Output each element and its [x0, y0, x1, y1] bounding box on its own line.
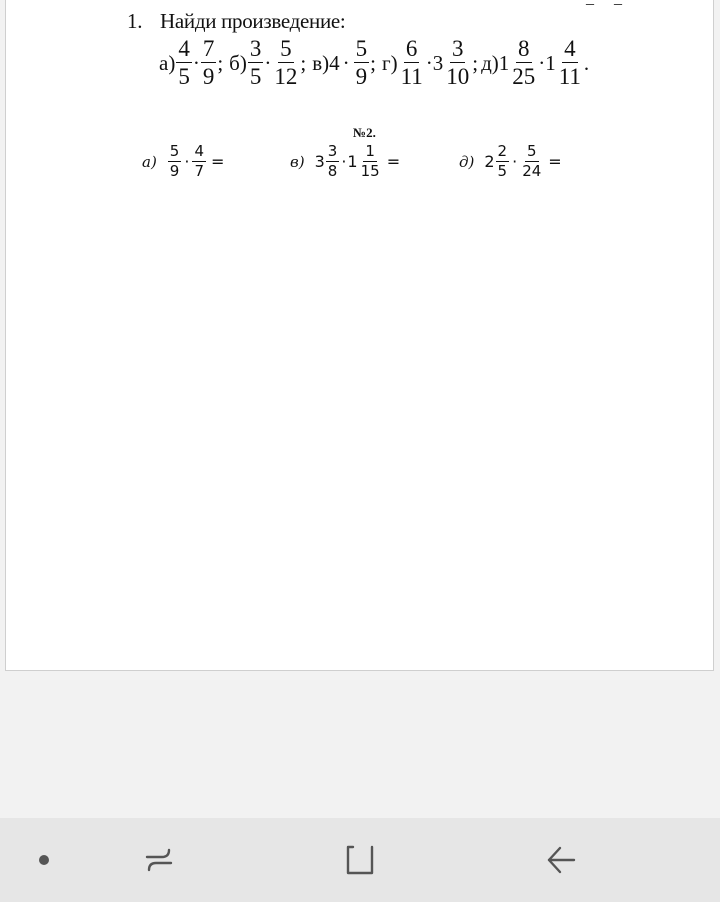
multiply-dot: · [192, 50, 200, 75]
denominator: 9 [202, 64, 215, 90]
numerator: 4 [194, 142, 204, 160]
corner-marks [586, 0, 630, 8]
numerator: 3 [450, 37, 466, 63]
numerator: 7 [201, 37, 217, 63]
denominator: 5 [249, 64, 262, 90]
denominator: 15 [360, 161, 380, 180]
task2-d-fraction-1 [496, 144, 510, 180]
denominator: 10 [446, 64, 470, 90]
denominator: 5 [497, 161, 508, 180]
task1-number: 1. [127, 9, 143, 33]
numerator: 5 [169, 142, 180, 160]
multiply-dot: · [341, 152, 347, 172]
task1-title [127, 9, 345, 34]
task1-title-text: Найди произведение: [160, 9, 346, 33]
numerator: 6 [404, 37, 420, 63]
task1-d-fraction-2 [557, 37, 583, 89]
task2-a-fraction-1 [168, 144, 182, 180]
end-period: . [583, 50, 590, 75]
numerator: 3 [248, 37, 264, 63]
task1-d-label: д) [481, 50, 499, 75]
denominator: 24 [522, 161, 542, 180]
numerator: 3 [327, 142, 338, 160]
whole-number: 1 [347, 152, 358, 172]
task2-item-d [459, 144, 562, 180]
separator: ; [300, 50, 307, 75]
numerator: 4 [176, 37, 192, 63]
task2-v-label: в) [290, 152, 305, 171]
multiply-dot: · [425, 50, 433, 75]
denominator: 25 [512, 64, 536, 90]
whole-number: 2 [484, 152, 495, 172]
numerator: 5 [526, 142, 537, 160]
task1-b-fraction-1 [248, 37, 264, 89]
task1-g-fraction-1 [399, 37, 425, 89]
denominator: 7 [194, 161, 204, 180]
task2-item-v [290, 144, 400, 180]
task1-v-label: в) [312, 50, 330, 75]
equals-sign: = [548, 152, 562, 172]
denominator: 8 [327, 161, 338, 180]
denominator: 5 [178, 64, 190, 90]
numerator: 1 [365, 142, 375, 160]
task2-d-label: д) [459, 152, 475, 171]
equals-sign: = [386, 152, 401, 172]
task1-g-label: г) [381, 50, 398, 75]
back-icon[interactable] [541, 840, 581, 880]
whole-number: 1 [545, 50, 556, 75]
recent-apps-icon[interactable] [139, 840, 179, 880]
task1-expressions [159, 37, 589, 89]
equals-sign: = [210, 152, 225, 172]
numerator: 8 [516, 37, 532, 63]
task1-v-fraction-1 [354, 37, 370, 89]
task2-a-label: а) [142, 152, 157, 171]
multiply-dot: · [538, 50, 546, 75]
numerator: 4 [562, 37, 578, 63]
task2-v-fraction-2 [359, 144, 382, 180]
dot-icon[interactable] [24, 840, 64, 880]
denominator: 12 [274, 64, 298, 90]
separator: ; [370, 50, 376, 75]
separator: ; [472, 50, 479, 75]
task1-b-fraction-2 [272, 37, 299, 89]
multiply-dot: · [264, 50, 272, 75]
task1-g-fraction-2 [444, 37, 471, 89]
document-page [5, 0, 714, 671]
denominator: 11 [400, 64, 423, 90]
whole-number: 3 [432, 50, 444, 75]
task1-d-fraction-1 [510, 37, 537, 89]
denominator: 9 [169, 161, 180, 180]
separator: ; [217, 50, 224, 75]
whole-number: 1 [498, 50, 510, 75]
task2-d-fraction-2 [520, 144, 543, 180]
denominator: 11 [558, 64, 581, 90]
numerator: 5 [354, 37, 370, 63]
task2-a-fraction-2 [192, 144, 206, 180]
multiply-dot: · [184, 152, 190, 172]
multiply-dot: · [342, 50, 350, 75]
task1-b-label: б) [229, 50, 247, 75]
task2-heading: №2. [353, 125, 376, 140]
multiply-dot: · [512, 152, 518, 172]
task1-a-label: а) [159, 50, 176, 75]
numerator: 2 [497, 142, 508, 160]
system-navigation-bar [0, 818, 720, 902]
task2-v-fraction-1 [326, 144, 340, 180]
denominator: 9 [355, 64, 368, 90]
whole-number: 4 [329, 50, 340, 75]
task2-item-a [142, 144, 224, 180]
home-icon[interactable] [340, 840, 380, 880]
whole-number: 3 [314, 152, 325, 172]
numerator: 5 [278, 37, 294, 63]
task1-a-fraction-2 [201, 37, 217, 89]
task1-a-fraction-1 [176, 37, 192, 89]
